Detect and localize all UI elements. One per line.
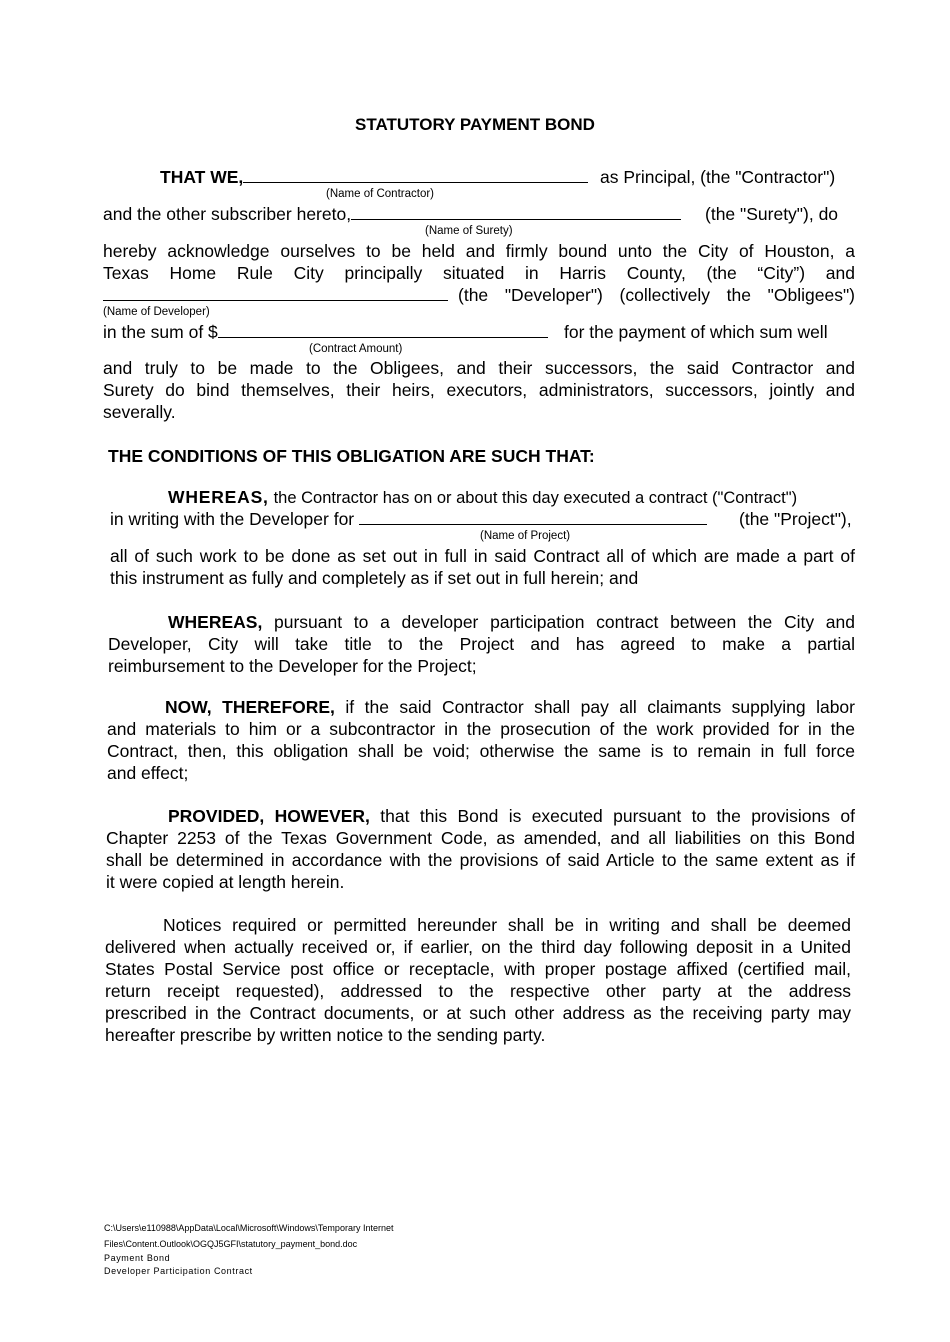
principal-role: as Principal, (the "Contractor") <box>600 167 836 187</box>
now-line-2: and materials to him or a subcontractor in the prosecution of the work provided for in the <box>107 719 855 739</box>
notices-line-2: delivered when actually received or, if earlier, on the third day following deposit in a United <box>105 937 851 957</box>
conditions-heading: THE CONDITIONS OF THIS OBLIGATION ARE SUCH THAT: <box>108 446 595 466</box>
p1-line-4: Texas Home Rule City principally situated in Harris County, (the “City”) and <box>103 263 855 283</box>
p1-line-8: Surety do bind themselves, their heirs, executors, administrators, successors, jointly and <box>103 380 855 400</box>
project-name-field[interactable] <box>359 510 707 525</box>
now-bold: NOW, THEREFORE, <box>165 697 335 717</box>
document-title: STATUTORY PAYMENT BOND <box>355 115 595 134</box>
notices-line-4: return receipt requested), addressed to the respective other party at the address <box>105 981 851 1001</box>
contractor-name-field[interactable] <box>243 168 588 183</box>
that-we-label: THAT WE, <box>160 167 244 187</box>
notices-line-6: hereafter prescribe by written notice to the sending party. <box>105 1025 546 1045</box>
whereas1-line-3: all of such work to be done as set out in full in said Contract all of which are made a part of <box>110 546 855 566</box>
principal-line <box>160 166 588 188</box>
footer-path-1: C:\Users\e110988\AppData\Local\Microsoft\Windows\Temporary Internet <box>104 1223 394 1233</box>
now-line-3: Contract, then, this obligation shall be void; otherwise the same is to remain in full force <box>107 741 855 761</box>
whereas2-line-2: Developer, City will take title to the Project and has agreed to make a partial <box>108 634 855 654</box>
provided-line-2: Chapter 2253 of the Texas Government Code, as amended, and all liabilities on this Bond <box>106 828 855 848</box>
notices-line-5: prescribed in the Contract documents, or at such other address as the receiving party may <box>105 1003 851 1023</box>
sum-text: in the sum of $ <box>103 322 218 342</box>
subscriber-text: and the other subscriber hereto, <box>103 204 352 224</box>
provided-text: that this Bond is executed pursuant to the provisions of <box>380 806 855 826</box>
contractor-caption: (Name of Contractor) <box>326 188 435 200</box>
developer-name-field[interactable] <box>103 286 448 301</box>
surety-caption: (Name of Surety) <box>425 225 513 237</box>
now-line-1 <box>165 696 855 718</box>
whereas2-line-1 <box>168 611 855 633</box>
whereas1-line-4: this instrument as fully and completely as if set out in full herein; and <box>110 568 639 588</box>
provided-line-1 <box>168 805 855 827</box>
surety-name-field[interactable] <box>351 205 681 220</box>
provided-bold: PROVIDED, HOWEVER, <box>168 806 370 826</box>
now-text: if the said Contractor shall pay all claimants supplying labor <box>345 697 855 717</box>
now-line-4: and effect; <box>107 763 189 783</box>
contract-amount-field[interactable] <box>218 323 548 338</box>
project-text: in writing with the Developer for <box>110 509 355 529</box>
provided-line-4: it were copied at length herein. <box>106 872 345 892</box>
sum-line <box>103 321 548 343</box>
developer-role: (the "Developer") (collectively the "Obligees") <box>458 285 855 305</box>
surety-line <box>103 203 681 225</box>
p1-line-7: and truly to be made to the Obligees, and their successors, the said Contractor and <box>103 358 855 378</box>
whereas1-bold: WHEREAS, <box>168 487 269 507</box>
notices-line-1: Notices required or permitted hereunder shall be in writing and shall be deemed <box>163 915 851 935</box>
whereas2-line-3: reimbursement to the Developer for the Project; <box>108 656 477 676</box>
project-line <box>110 508 707 530</box>
p1-line-3: hereby acknowledge ourselves to be held and firmly bound unto the City of Houston, a <box>103 241 855 261</box>
surety-role: (the "Surety"), do <box>705 204 839 224</box>
project-caption: (Name of Project) <box>480 530 571 542</box>
p1-line-9: severally. <box>103 402 176 422</box>
amount-caption: (Contract Amount) <box>309 343 403 355</box>
whereas2-text: pursuant to a developer participation contract between the City and <box>274 612 855 632</box>
footer-path-2: Files\Content.Outlook\OGQJ5GFI\statutory_payment_bond.doc <box>104 1239 358 1249</box>
project-role: (the "Project"), <box>739 509 852 529</box>
footer-contract-name: Developer Participation Contract <box>104 1266 253 1276</box>
developer-line <box>103 284 448 306</box>
notices-line-3: States Postal Service post office or receptacle, with proper postage affixed (certified mail, <box>105 959 851 979</box>
provided-line-3: shall be determined in accordance with the provisions of said Article to the same extent as if <box>106 850 855 870</box>
sum-text-end: for the payment of which sum well <box>564 322 828 342</box>
whereas1-text: the Contractor has on or about this day executed a contract ("Contract") <box>273 489 798 507</box>
whereas1-line-1 <box>168 486 797 509</box>
footer-doc-name: Payment Bond <box>104 1253 171 1263</box>
developer-caption: (Name of Developer) <box>103 306 210 318</box>
whereas2-bold: WHEREAS, <box>168 612 263 632</box>
